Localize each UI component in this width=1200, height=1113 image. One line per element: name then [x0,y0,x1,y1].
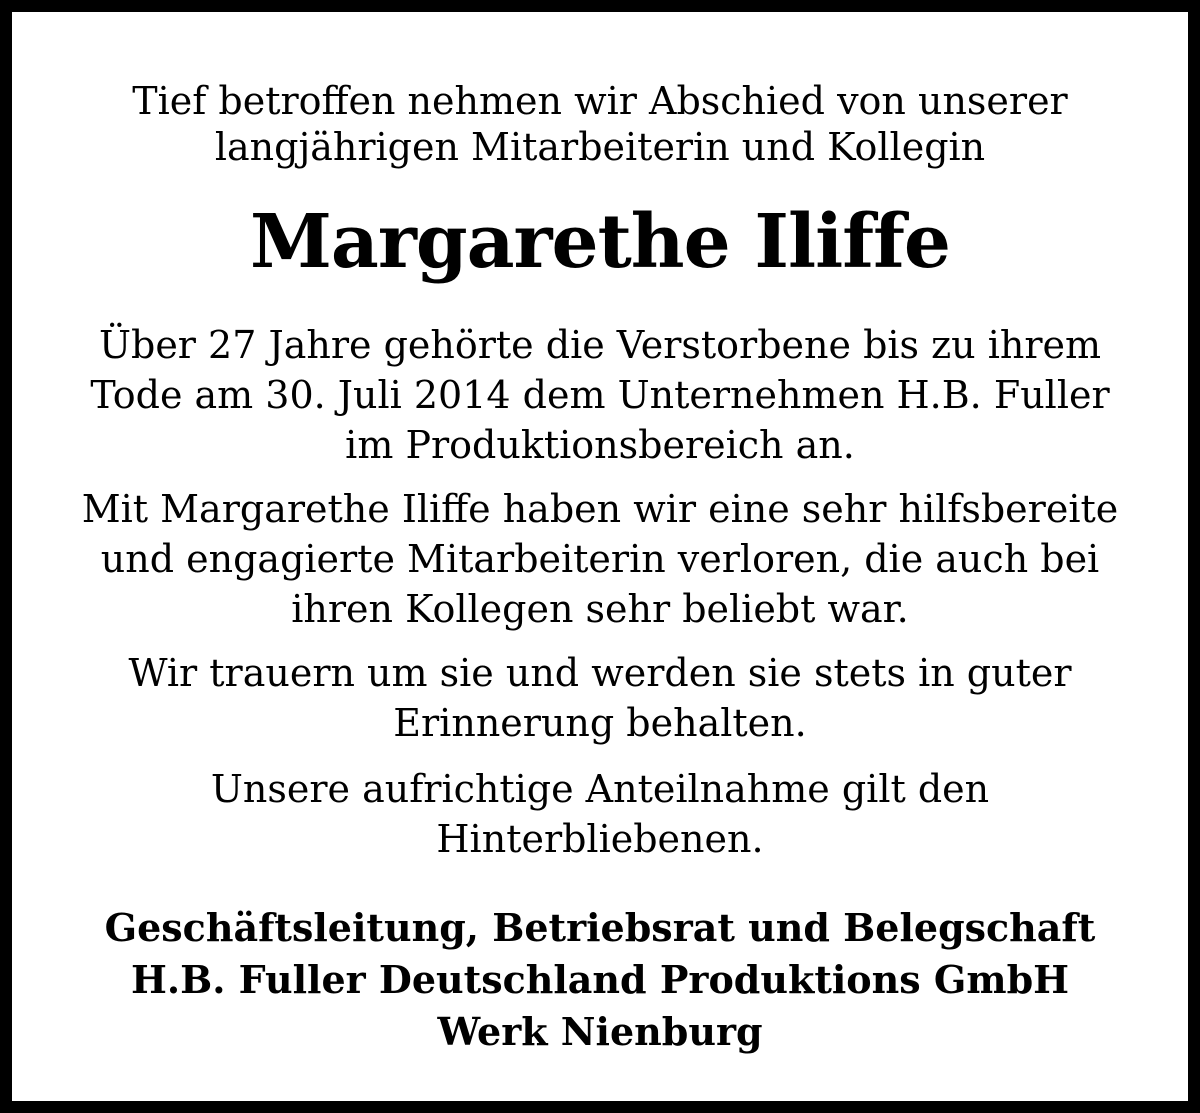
paragraph-line: Hinterbliebenen. [436,817,764,861]
paragraph-line: Erinnerung behalten. [393,701,807,745]
signature-line: Geschäftsleitung, Betriebsrat und Belegschaft [104,905,1096,950]
signature-line: H.B. Fuller Deutschland Produktions GmbH [130,957,1070,1002]
signature-block [12,902,1188,1058]
paragraph-condolence [12,764,1188,864]
paragraph-tenure [12,320,1188,470]
paragraph-line: Tode am 30. Juli 2014 dem Unternehmen H.B. Fuller [90,373,1110,417]
paragraph-line: im Produktionsbereich an. [345,423,855,467]
intro-line: langjährigen Mitarbeiterin und Kollegin [214,125,986,169]
deceased-name: Margarethe Iliffe [249,199,951,285]
paragraph-line: Über 27 Jahre gehörte die Verstorbene bis zu ihrem [98,323,1102,367]
paragraph-line: Mit Margarethe Iliffe haben wir eine sehr hilfsbereite [81,487,1119,531]
signature-line: Werk Nienburg [437,1009,763,1054]
intro-text [12,78,1188,170]
intro-line: Tief betroffen nehmen wir Abschied von unserer [132,79,1068,123]
paragraph-line: Wir trauern um sie und werden sie stets in guter [128,651,1072,695]
paragraph-line: und engagierte Mitarbeiterin verloren, die auch bei [100,537,1100,581]
paragraph-mourning [12,648,1188,748]
paragraph-tribute [12,484,1188,634]
paragraph-line: ihren Kollegen sehr beliebt war. [291,587,909,631]
paragraph-line: Unsere aufrichtige Anteilnahme gilt den [210,767,990,811]
